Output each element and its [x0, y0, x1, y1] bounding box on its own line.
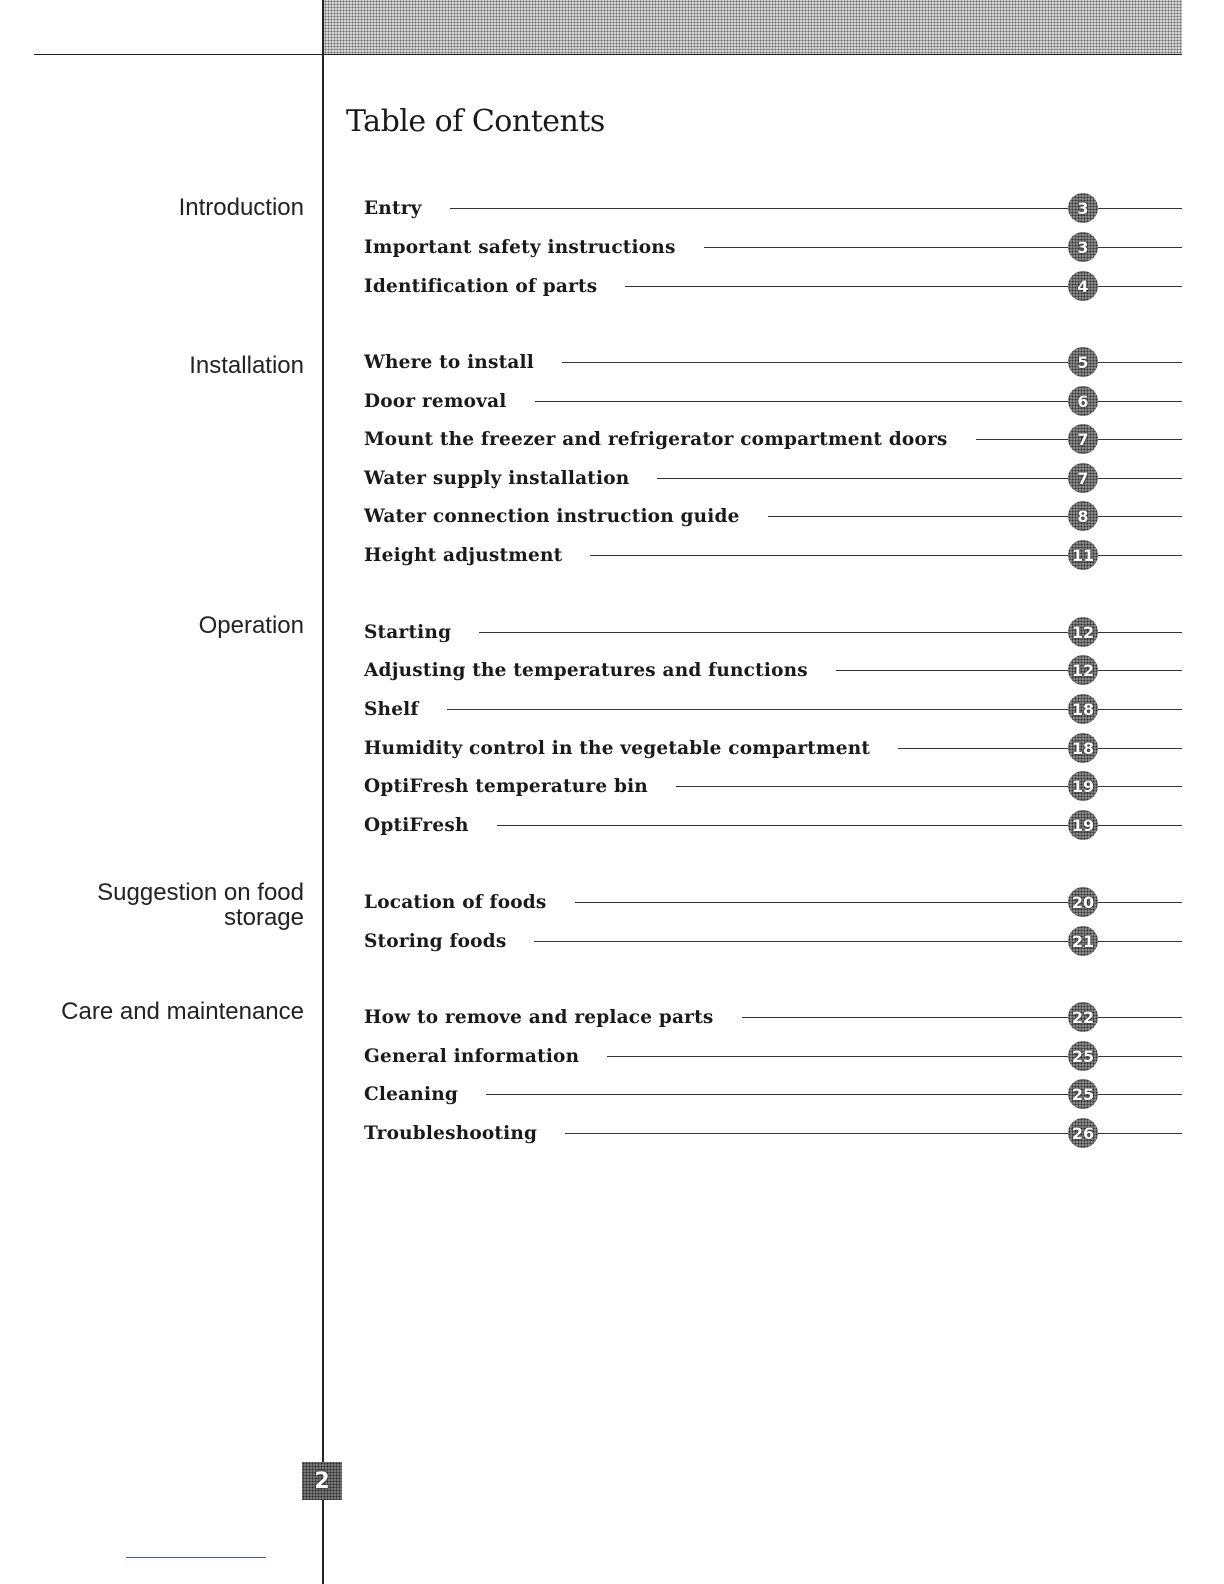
section-label-introduction: Introduction — [178, 194, 304, 221]
toc-entry[interactable] — [364, 1037, 1182, 1075]
leader-tail — [1098, 1017, 1182, 1018]
leader-line — [676, 786, 1068, 787]
toc-entry[interactable] — [364, 343, 1182, 381]
leader-tail — [1098, 786, 1182, 787]
leader-tail — [1098, 825, 1182, 826]
page-number-badge: 22 — [1068, 1002, 1098, 1032]
leader-line — [497, 825, 1068, 826]
leader-tail — [1098, 208, 1182, 209]
leader-tail — [1098, 401, 1182, 402]
page-number-badge: 3 — [1068, 193, 1098, 223]
leader-tail — [1098, 247, 1182, 248]
toc-entry[interactable] — [364, 228, 1182, 266]
toc-entry[interactable] — [364, 536, 1182, 574]
leader-line — [704, 247, 1068, 248]
leader-line — [534, 941, 1068, 942]
leader-line — [535, 401, 1068, 402]
toc-entry-label: Identification of parts — [364, 275, 598, 297]
leader-tail — [1098, 478, 1182, 479]
leader-tail — [1098, 286, 1182, 287]
page-number-badge: 7 — [1068, 424, 1098, 454]
toc-entry[interactable] — [364, 767, 1182, 805]
toc-entry-label: OptiFresh temperature bin — [364, 775, 648, 797]
toc-entry[interactable] — [364, 690, 1182, 728]
leader-line — [562, 362, 1068, 363]
leader-line — [450, 208, 1068, 209]
page-number-badge: 7 — [1068, 463, 1098, 493]
leader-tail — [1098, 362, 1182, 363]
leader-tail — [1098, 555, 1182, 556]
toc-entry-label: Starting — [364, 621, 452, 643]
page-number-badge: 5 — [1068, 347, 1098, 377]
toc-entry[interactable] — [364, 382, 1182, 420]
page-number-badge: 21 — [1068, 926, 1098, 956]
toc-entry-label: Storing foods — [364, 930, 507, 952]
toc-entry[interactable] — [364, 729, 1182, 767]
toc-entry[interactable] — [364, 1114, 1182, 1152]
leader-tail — [1098, 439, 1182, 440]
leader-tail — [1098, 516, 1182, 517]
header-band — [324, 0, 1182, 55]
leader-line — [836, 670, 1068, 671]
leader-tail — [1098, 941, 1182, 942]
toc-entry-label: Shelf — [364, 698, 419, 720]
leader-line — [657, 478, 1068, 479]
toc-entry-label: Door removal — [364, 390, 507, 412]
toc-entry[interactable] — [364, 806, 1182, 844]
toc-entry[interactable] — [364, 651, 1182, 689]
leader-line — [976, 439, 1068, 440]
toc-entry[interactable] — [364, 459, 1182, 497]
page-number-badge: 25 — [1068, 1079, 1098, 1109]
section-label-operation: Operation — [198, 612, 304, 639]
leader-line — [768, 516, 1068, 517]
leader-line — [486, 1094, 1068, 1095]
leader-line — [565, 1133, 1068, 1134]
footer-rule — [126, 1557, 266, 1558]
toc-entry-label: OptiFresh — [364, 814, 469, 836]
toc-entry-label: Where to install — [364, 351, 534, 373]
toc-entry[interactable] — [364, 883, 1182, 921]
page-number-badge: 18 — [1068, 694, 1098, 724]
page-number-badge: 26 — [1068, 1118, 1098, 1148]
leader-line — [590, 555, 1068, 556]
toc-entry-label: Location of foods — [364, 891, 547, 913]
toc-entry[interactable] — [364, 613, 1182, 651]
vertical-divider — [322, 0, 324, 1584]
toc-entry[interactable] — [364, 267, 1182, 305]
toc-entry[interactable] — [364, 998, 1182, 1036]
page-number-badge: 8 — [1068, 501, 1098, 531]
leader-tail — [1098, 632, 1182, 633]
toc-entry[interactable] — [364, 1075, 1182, 1113]
page-number-badge: 12 — [1068, 655, 1098, 685]
page-number-badge: 11 — [1068, 540, 1098, 570]
leader-tail — [1098, 1056, 1182, 1057]
toc-entry-label: Troubleshooting — [364, 1122, 538, 1144]
leader-tail — [1098, 748, 1182, 749]
toc-entry[interactable] — [364, 922, 1182, 960]
toc-entry-label: How to remove and replace parts — [364, 1006, 714, 1028]
leader-tail — [1098, 1094, 1182, 1095]
toc-entry[interactable] — [364, 497, 1182, 535]
page-number: 2 — [302, 1462, 342, 1500]
page-number-badge: 12 — [1068, 617, 1098, 647]
leader-tail — [1098, 1133, 1182, 1134]
page-number-badge: 19 — [1068, 771, 1098, 801]
page-number-badge: 18 — [1068, 733, 1098, 763]
toc-entry-label: Humidity control in the vegetable compartment — [364, 737, 871, 759]
section-label-food-storage: Suggestion on food storage — [97, 879, 304, 931]
toc-entry-label: Cleaning — [364, 1083, 458, 1105]
page-number-badge: 4 — [1068, 271, 1098, 301]
page-title: Table of Contents — [346, 104, 605, 139]
toc-entry-label: Water supply installation — [364, 467, 630, 489]
toc-entry-label: Height adjustment — [364, 544, 563, 566]
page-number-badge: 19 — [1068, 810, 1098, 840]
toc-entry-label: Mount the freezer and refrigerator compartment doors — [364, 428, 948, 450]
leader-tail — [1098, 709, 1182, 710]
leader-line — [898, 748, 1068, 749]
page-number-badge: 20 — [1068, 887, 1098, 917]
leader-tail — [1098, 902, 1182, 903]
toc-entry-label: General information — [364, 1045, 580, 1067]
page-number-badge: 25 — [1068, 1041, 1098, 1071]
toc-entry-label: Entry — [364, 197, 422, 219]
section-label-care-maintenance: Care and maintenance — [61, 998, 304, 1025]
leader-line — [625, 286, 1068, 287]
leader-line — [742, 1017, 1069, 1018]
toc-entry-label: Adjusting the temperatures and functions — [364, 659, 808, 681]
leader-line — [607, 1056, 1068, 1057]
toc-entry-label: Water connection instruction guide — [364, 505, 740, 527]
toc-entry[interactable] — [364, 189, 1182, 227]
header-rule — [34, 54, 1182, 55]
toc-entry-label: Important safety instructions — [364, 236, 676, 258]
leader-tail — [1098, 670, 1182, 671]
page-number-badge: 3 — [1068, 232, 1098, 262]
leader-line — [479, 632, 1068, 633]
page-number-badge: 6 — [1068, 386, 1098, 416]
leader-line — [575, 902, 1068, 903]
leader-line — [447, 709, 1068, 710]
toc-entry[interactable] — [364, 420, 1182, 458]
section-label-installation: Installation — [189, 352, 304, 379]
